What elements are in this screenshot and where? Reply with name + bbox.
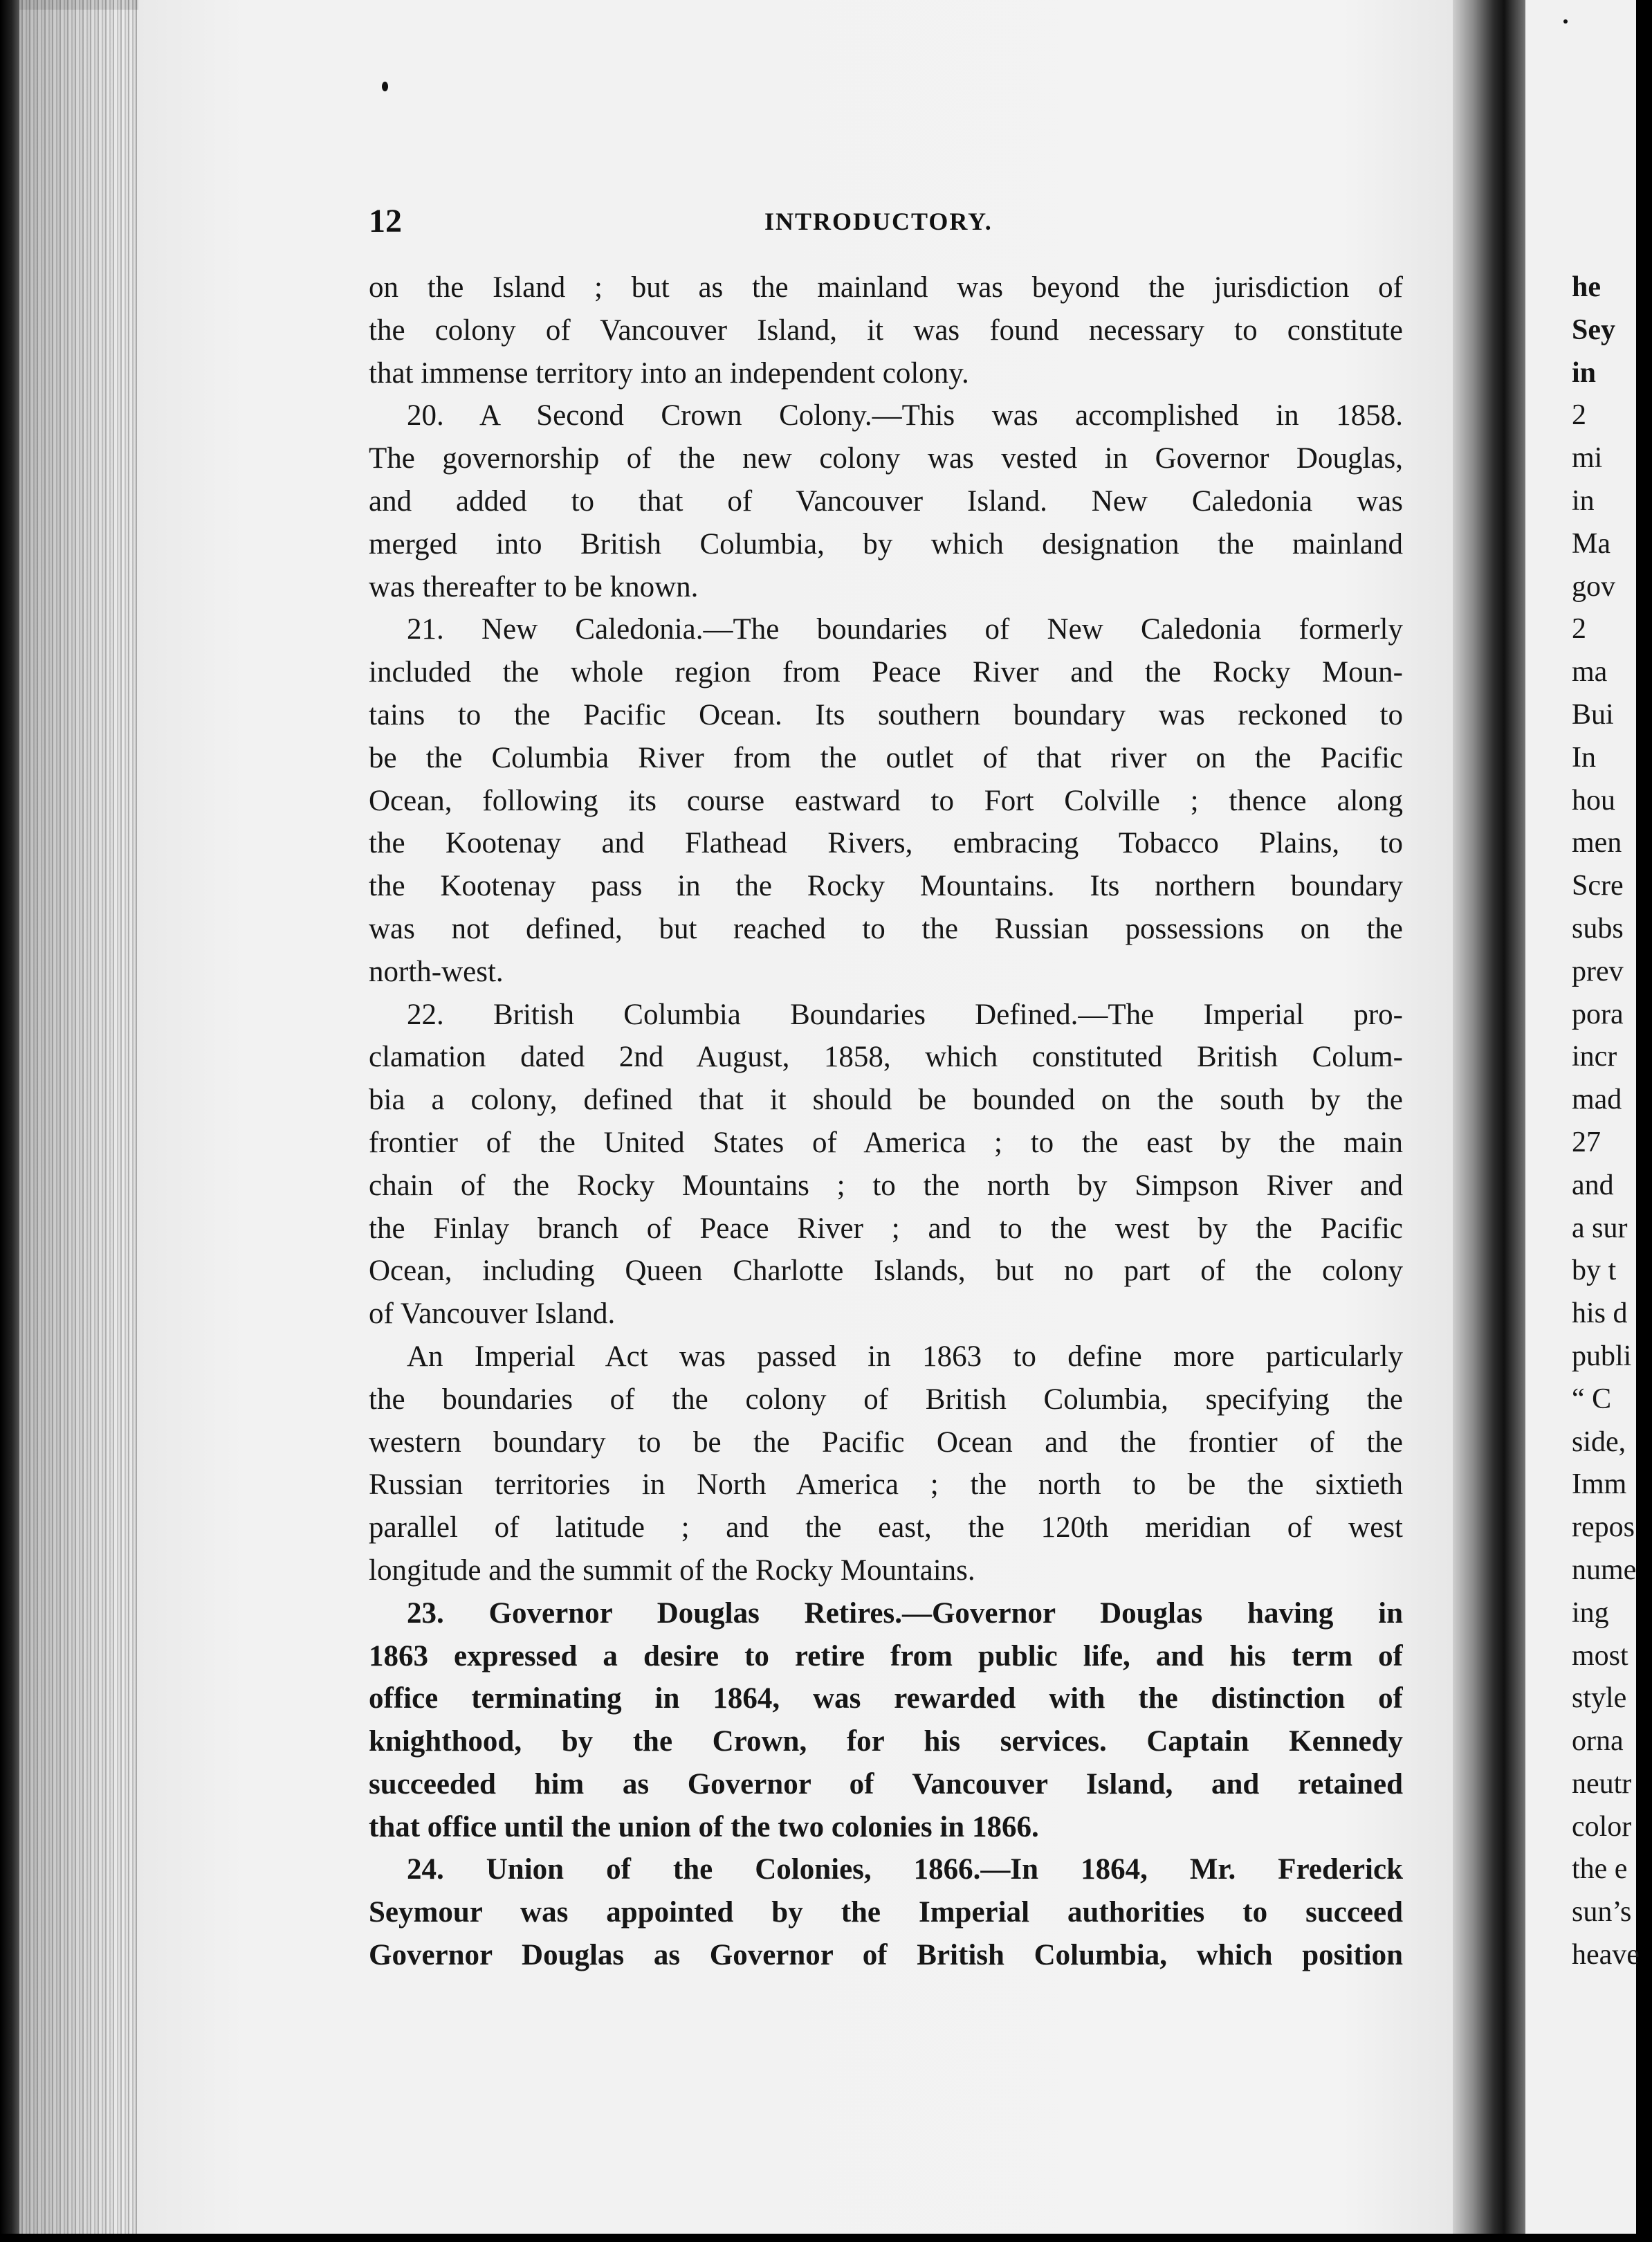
facing-text-fragment: nume bbox=[1572, 1553, 1637, 1586]
text-line: the Finlay branch of Peace River ; and to the west by the Pacific bbox=[369, 1212, 1403, 1245]
facing-text-fragment: publi bbox=[1572, 1340, 1632, 1372]
text-line: the boundaries of the colony of British Columbia, specifying the bbox=[369, 1383, 1403, 1416]
facing-text-fragment: color bbox=[1572, 1810, 1632, 1843]
text-line: chain of the Rocky Mountains ; to the north by Simpson River and bbox=[369, 1169, 1403, 1202]
facing-text-fragment: most bbox=[1572, 1639, 1628, 1672]
text-line: Seymour was appointed by the Imperial authorities to succeed bbox=[369, 1896, 1403, 1929]
facing-text-fragment: 27 bbox=[1572, 1126, 1601, 1158]
section-heading-line: 24. Union of the Colonies, 1866.—In 1864, Mr. Frederick bbox=[407, 1853, 1403, 1886]
facing-text-fragment: incr bbox=[1572, 1041, 1617, 1073]
ink-speck bbox=[1563, 19, 1568, 24]
facing-text-fragment: mad bbox=[1572, 1084, 1622, 1116]
text-line: of Vancouver Island. bbox=[369, 1297, 616, 1331]
facing-text-fragment: in bbox=[1572, 356, 1597, 389]
facing-text-fragment: “ C bbox=[1572, 1383, 1612, 1415]
text-line: the Kootenay pass in the Rocky Mountains. Its northern boundary bbox=[369, 870, 1403, 903]
facing-text-fragment: Imm bbox=[1572, 1468, 1627, 1501]
text-line: was thereafter to be known. bbox=[369, 570, 699, 603]
text-line: The governorship of the new colony was vested in Governor Douglas, bbox=[369, 442, 1403, 475]
facing-text-fragment: 2 bbox=[1572, 613, 1586, 646]
facing-text-fragment: pora bbox=[1572, 998, 1624, 1030]
text-line: the colony of Vancouver Island, it was found necessary to constitute bbox=[369, 313, 1403, 347]
ink-speck bbox=[382, 82, 388, 91]
facing-text-fragment: ma bbox=[1572, 656, 1608, 689]
facing-text-fragment: and bbox=[1572, 1169, 1614, 1201]
text-line: the Kootenay and Flathead Rivers, embracing Tobacco Plains, to bbox=[369, 827, 1403, 860]
facing-text-fragment: hou bbox=[1572, 784, 1615, 817]
running-title: INTRODUCTORY. bbox=[764, 208, 993, 235]
text-line: 1863 expressed a desire to retire from public life, and his term of bbox=[369, 1639, 1403, 1673]
facing-text-fragment: a sur bbox=[1572, 1212, 1628, 1244]
text-line: An Imperial Act was passed in 1863 to define more particularly bbox=[407, 1340, 1403, 1373]
scan-border-bottom bbox=[0, 2234, 1652, 2242]
facing-text-fragment: Sey bbox=[1572, 313, 1615, 346]
facing-text-fragment: Bui bbox=[1572, 698, 1614, 731]
facing-text-fragment: side, bbox=[1572, 1425, 1626, 1458]
section-heading-line: 20. A Second Crown Colony.—This was accomplished in 1858. bbox=[407, 399, 1403, 432]
body-text bbox=[369, 266, 1403, 1977]
text-line: parallel of latitude ; and the east, the 120th meridian of west bbox=[369, 1511, 1403, 1544]
facing-text-fragment: neutr bbox=[1572, 1767, 1632, 1800]
text-line: Governor Douglas as Governor of British Columbia, which position bbox=[369, 1939, 1403, 1972]
facing-text-fragment: ing bbox=[1572, 1596, 1609, 1629]
text-line: longitude and the summit of the Rocky Mountains. bbox=[369, 1553, 975, 1587]
text-line: merged into British Columbia, by which designation the mainland bbox=[369, 527, 1403, 560]
text-line: office terminating in 1864, was rewarded with the distinction of bbox=[369, 1682, 1403, 1715]
section-heading-line: 22. British Columbia Boundaries Defined.—The Imperial pro- bbox=[407, 998, 1403, 1031]
facing-text-fragment: style bbox=[1572, 1682, 1627, 1715]
facing-text-fragment: in bbox=[1572, 484, 1595, 517]
text-line: bia a colony, defined that it should be bounded on the south by the bbox=[369, 1084, 1403, 1117]
facing-text-fragment: In bbox=[1572, 741, 1596, 774]
text-line: tains to the Pacific Ocean. Its southern boundary was reckoned to bbox=[369, 698, 1403, 731]
facing-page-text bbox=[1572, 266, 1651, 1977]
book-gutter-shadow bbox=[1453, 0, 1536, 2242]
facing-text-fragment: prev bbox=[1572, 955, 1624, 987]
facing-text-fragment: his d bbox=[1572, 1297, 1628, 1330]
text-line: Ocean, following its course eastward to Fort Colville ; thence along bbox=[369, 784, 1403, 817]
text-line: clamation dated 2nd August, 1858, which constituted British Colum- bbox=[369, 1041, 1403, 1074]
text-line: north-west. bbox=[369, 955, 504, 988]
facing-text-fragment: sun’s bbox=[1572, 1896, 1632, 1929]
facing-text-fragment: subs bbox=[1572, 912, 1624, 945]
text-line: on the Island ; but as the mainland was beyond the jurisdiction of bbox=[369, 271, 1403, 304]
text-line: be the Columbia River from the outlet of that river on the Pacific bbox=[369, 741, 1403, 774]
facing-text-fragment: Ma bbox=[1572, 527, 1610, 560]
section-heading-line: 23. Governor Douglas Retires.—Governor Douglas having in bbox=[407, 1596, 1403, 1630]
text-line: succeeded him as Governor of Vancouver Island, and retained bbox=[369, 1767, 1403, 1801]
facing-text-fragment: the e bbox=[1572, 1853, 1628, 1886]
text-line: included the whole region from Peace River and the Rocky Moun- bbox=[369, 656, 1403, 689]
text-line: that office until the union of the two colonies in 1866. bbox=[369, 1810, 1039, 1843]
page-edges-shading bbox=[19, 0, 144, 2242]
text-line: frontier of the United States of America ; to the east by the main bbox=[369, 1126, 1403, 1159]
text-line: and added to that of Vancouver Island. New Caledonia was bbox=[369, 484, 1403, 518]
facing-text-fragment: men bbox=[1572, 827, 1622, 859]
text-line: was not defined, but reached to the Russian possessions on the bbox=[369, 912, 1403, 945]
section-heading-line: 21. New Caledonia.—The boundaries of New Caledonia formerly bbox=[407, 613, 1403, 646]
facing-text-fragment: Scre bbox=[1572, 870, 1624, 902]
text-line: that immense territory into an independent colony. bbox=[369, 356, 969, 390]
facing-text-fragment: mi bbox=[1572, 442, 1603, 475]
text-line: Ocean, including Queen Charlotte Islands, but no part of the colony bbox=[369, 1255, 1403, 1288]
facing-text-fragment: 2 bbox=[1572, 399, 1586, 432]
text-line: knighthood, by the Crown, for his services. Captain Kennedy bbox=[369, 1725, 1403, 1758]
facing-text-fragment: gov bbox=[1572, 570, 1615, 603]
facing-text-fragment: heave bbox=[1572, 1939, 1640, 1971]
scan-border-left bbox=[0, 0, 19, 2242]
facing-text-fragment: repos bbox=[1572, 1511, 1635, 1544]
text-line: western boundary to be the Pacific Ocean and the frontier of the bbox=[369, 1425, 1403, 1459]
page-number: 12 bbox=[369, 203, 402, 239]
facing-text-fragment: he bbox=[1572, 271, 1601, 303]
facing-text-fragment: orna bbox=[1572, 1725, 1624, 1758]
text-line: Russian territories in North America ; the north to be the sixtieth bbox=[369, 1468, 1403, 1502]
facing-text-fragment: by t bbox=[1572, 1255, 1617, 1287]
